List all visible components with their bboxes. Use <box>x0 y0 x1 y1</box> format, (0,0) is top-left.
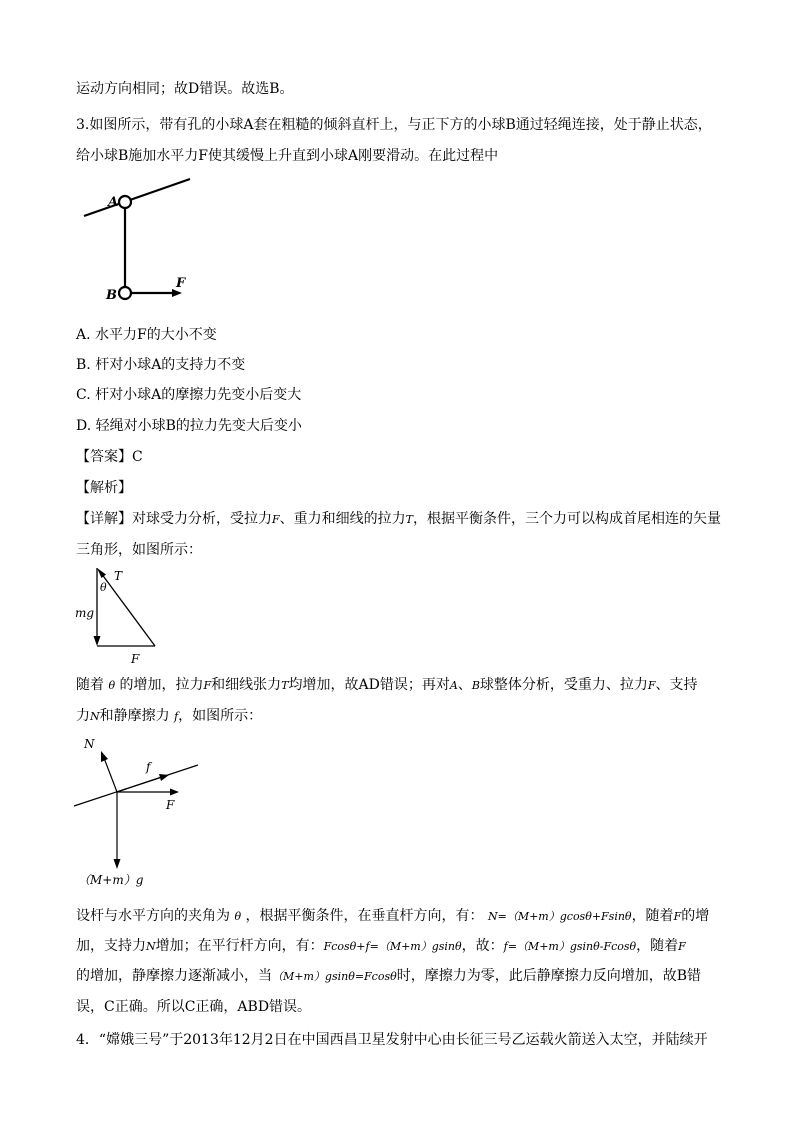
option-d[interactable]: D. 轻绳对小球B的拉力先变大后变小 <box>76 418 302 434</box>
figure-force-triangle <box>72 562 172 670</box>
label-mmg: （M+m）g <box>78 873 144 887</box>
ball-a <box>119 196 131 208</box>
force-f-arrowhead <box>170 789 179 796</box>
question-3-stem-line-1: 3.如图所示，带有孔的小球A套在粗糙的倾斜直杆上，与正下方的小球B通过轻绳连接，处于静止状态， <box>76 117 712 133</box>
label-f-friction: f <box>146 760 151 774</box>
para3-line-4: 误，C正确。所以C正确，ABD错误。 <box>76 999 312 1015</box>
label-f: F <box>166 798 175 812</box>
n-vector <box>104 758 117 792</box>
analysis-heading: 【解析】 <box>76 480 132 496</box>
question-3-stem-line-2: 给小球B施加水平力F使其缓慢上升直到小球A刚要滑动。在此过程中 <box>76 148 499 164</box>
para2-line-2: 力N和静摩擦力 f，如图所示： <box>76 708 263 724</box>
para3-line-3: 的增加，静摩擦力逐渐减小，当（M+m）gsinθ=Fcosθ时，摩擦力为零，此后静摩擦力反向增加，故B错 <box>76 968 702 984</box>
gravity-arrowhead <box>114 859 121 869</box>
label-t: T <box>114 569 123 583</box>
answer-line: 【答案】C <box>76 449 143 465</box>
f-friction-arrowhead <box>159 774 169 781</box>
figure-incline-rod <box>78 175 198 305</box>
label-a: A <box>108 195 119 210</box>
label-n: N <box>84 737 95 751</box>
ball-b <box>119 287 131 299</box>
label-mg: mg <box>75 606 95 620</box>
detail-line-2: 三角形，如图所示： <box>76 542 202 558</box>
para2-line-1: 随着 θ 的增加，拉力F和细线张力T均增加，故AD错误；再对A、B球整体分析，受重力、拉力F、支持 <box>76 677 698 693</box>
label-f: F <box>131 652 140 666</box>
mg-arrowhead <box>94 636 101 646</box>
f-friction-vector <box>117 777 162 792</box>
label-b: B <box>106 288 117 303</box>
detail-line-1: 【详解】对球受力分析，受拉力F、重力和细线的拉力T，根据平衡条件，三个力可以构成首尾相连的矢量 <box>76 511 721 527</box>
n-arrowhead <box>101 751 108 762</box>
label-f: F <box>176 276 186 291</box>
label-theta: θ <box>100 581 107 594</box>
para3-line-1: 设杆与水平方向的夹角为 θ ，根据平衡条件，在垂直杆方向，有： N=（M+m）gcosθ+Fsinθ，随着F的增 <box>76 908 710 924</box>
figure-system-forces <box>70 733 210 893</box>
option-a[interactable]: A. 水平力F的大小不变 <box>76 327 217 343</box>
t-vector <box>101 573 155 646</box>
para3-line-2: 加，支持力N增加；在平行杆方向，有：Fcosθ+f=（M+m）gsinθ，故：f=（M+m）gsinθ-Fcosθ，随着F <box>76 938 686 954</box>
option-b[interactable]: B. 杆对小球A的支持力不变 <box>76 357 246 373</box>
incline-rod <box>84 179 190 216</box>
detail-heading: 【详解】 <box>76 511 132 527</box>
t-arrowhead <box>97 568 106 578</box>
option-c[interactable]: C. 杆对小球A的摩擦力先变小后变大 <box>76 387 302 403</box>
question-4-stem: 4．“嫦娥三号”于2013年12月2日在中国西昌卫星发射中心由长征三号乙运载火箭送入太空，并陆续开 <box>76 1032 708 1048</box>
text-line-1: 运动方向相同；故D错误。故选B。 <box>76 81 294 97</box>
